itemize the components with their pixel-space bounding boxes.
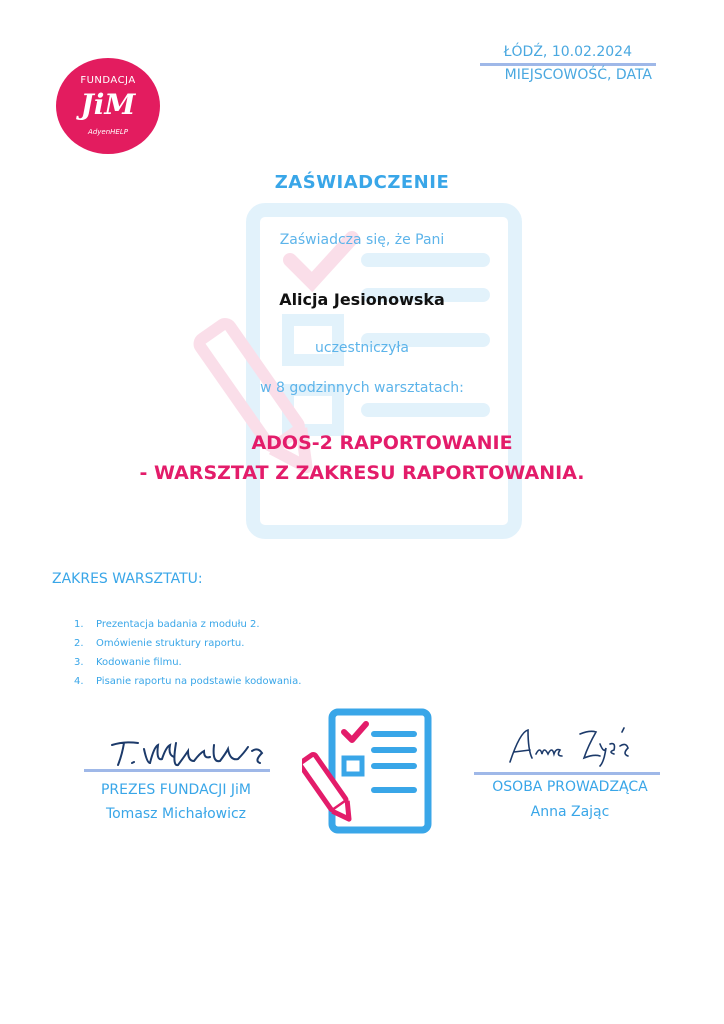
president-name: Tomasz Michałowicz	[105, 806, 247, 822]
participation-text: uczestniczyła	[315, 340, 409, 356]
list-item-number: 4.	[74, 676, 84, 687]
logo-top-text: FUNDACJA	[80, 75, 136, 86]
list-item	[74, 653, 301, 672]
president-role: PREZES FUNDACJI JiM	[100, 782, 251, 798]
date-label: MIEJSCOWOŚĆ, DATA	[504, 67, 652, 83]
checklist-pencil-icon	[302, 706, 434, 836]
list-item-number: 2.	[74, 638, 84, 649]
fundacja-jim-logo	[56, 58, 160, 154]
president-signature	[104, 735, 270, 771]
list-item-text: Prezentacja badania z modułu 2.	[96, 619, 260, 630]
certificate-intro: Zaświadcza się, że Pani	[279, 232, 445, 248]
certificate-title: ZAŚWIADCZENIE	[274, 172, 450, 193]
instructor-role: OSOBA PROWADZĄCA	[492, 779, 648, 795]
instructor-name: Anna Zając	[530, 804, 610, 820]
list-item-number: 1.	[74, 619, 84, 630]
instructor-signature	[506, 722, 636, 772]
list-item	[74, 672, 301, 691]
scope-heading: ZAKRES WARSZTATU:	[52, 571, 203, 587]
signature-line-left	[84, 769, 270, 772]
list-item-text: Kodowanie filmu.	[96, 657, 182, 668]
participant-name: Alicja Jesionowska	[279, 290, 445, 309]
list-item-text: Pisanie raportu na podstawie kodowania.	[96, 676, 302, 687]
checklist-watermark-icon	[188, 200, 528, 545]
course-title-line2: - WARSZTAT Z ZAKRESU RAPORTOWANIA.	[139, 462, 585, 484]
logo-sub-text: AdyenHELP	[88, 128, 128, 136]
date-value: ŁÓDŹ, 10.02.2024	[503, 44, 632, 60]
list-item-number: 3.	[74, 657, 84, 668]
course-title-line1: ADOS-2 RAPORTOWANIE	[251, 432, 513, 454]
signature-line-right	[474, 772, 660, 775]
list-item	[74, 634, 301, 653]
scope-list	[74, 615, 301, 691]
date-underline	[480, 63, 656, 66]
logo-main-text: JiM	[80, 88, 136, 121]
list-item-text: Omówienie struktury raportu.	[96, 638, 245, 649]
workshop-description: w 8 godzinnych warsztatach:	[260, 380, 464, 396]
list-item	[74, 615, 301, 634]
